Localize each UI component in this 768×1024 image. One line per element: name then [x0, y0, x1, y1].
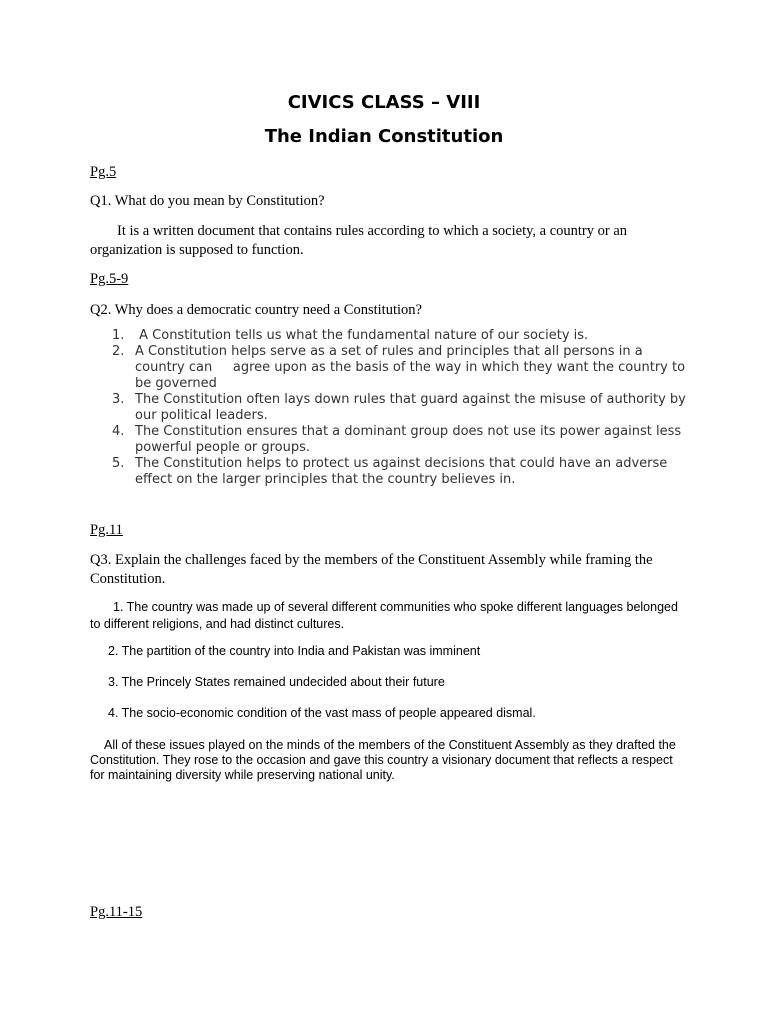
list-item — [90, 328, 690, 344]
challenge-1: 1. The country was made up of several different communities who spoke different languages belonged to different religions, and had distinct cultures. — [90, 600, 678, 631]
page-ref-pg11-15: Pg.11-15 — [90, 904, 143, 920]
page-ref-pg5-9: Pg.5-9 — [90, 271, 129, 287]
list-item-text: The Constitution often lays down rules that guard against the misuse of authority by our political leaders. — [135, 392, 686, 423]
list-item-number: 2. — [112, 344, 125, 359]
list-item-number: 3. — [112, 392, 125, 407]
page-ref-pg11: Pg.11 — [90, 522, 123, 538]
page-ref-pg5: Pg.5 — [90, 164, 117, 180]
conclusion-paragraph: All of these issues played on the minds of the members of the Constituent Assembly as they drafted the Constitution. They rose to the occasion and gave this country a visionary document that reflects a respect for maintaining diversity while preserving national unity. — [90, 738, 676, 782]
list-item-number: 5. — [112, 456, 125, 471]
constitution-reasons-list — [90, 328, 690, 488]
list-item-text: The Constitution ensures that a dominant group does not use its power against less powerful people or groups. — [135, 424, 682, 455]
document-title: CIVICS CLASS – VIII — [287, 92, 481, 113]
list-item — [90, 344, 690, 392]
answer-1: It is a written document that contains rules according to which a society, a country or an organization is supposed to function. — [90, 223, 628, 258]
challenge-3: 3. The Princely States remained undecided about their future — [108, 675, 445, 689]
list-item-text: A Constitution tells us what the fundamental nature of our society is. — [135, 328, 589, 343]
list-item-number: 4. — [112, 424, 125, 439]
question-3: Q3. Explain the challenges faced by the members of the Constituent Assembly while framing the Constitution. — [90, 552, 653, 587]
challenge-2: 2. The partition of the country into India and Pakistan was imminent — [108, 644, 481, 658]
question-1: Q1. What do you mean by Constitution? — [90, 193, 325, 209]
list-item-number: 1. — [112, 328, 125, 343]
challenge-4: 4. The socio-economic condition of the vast mass of people appeared dismal. — [108, 706, 536, 720]
list-item — [90, 392, 690, 424]
list-item — [90, 456, 690, 488]
list-item-text: A Constitution helps serve as a set of rules and principles that all persons in a country can agree upon as the basis of the way in which they want the country to be governed — [135, 344, 690, 391]
question-2: Q2. Why does a democratic country need a Constitution? — [90, 302, 422, 318]
list-item-text: The Constitution helps to protect us against decisions that could have an adverse effect on the larger principles that the country believes in. — [135, 456, 668, 487]
list-item — [90, 424, 690, 456]
document-subtitle: The Indian Constitution — [264, 126, 504, 147]
